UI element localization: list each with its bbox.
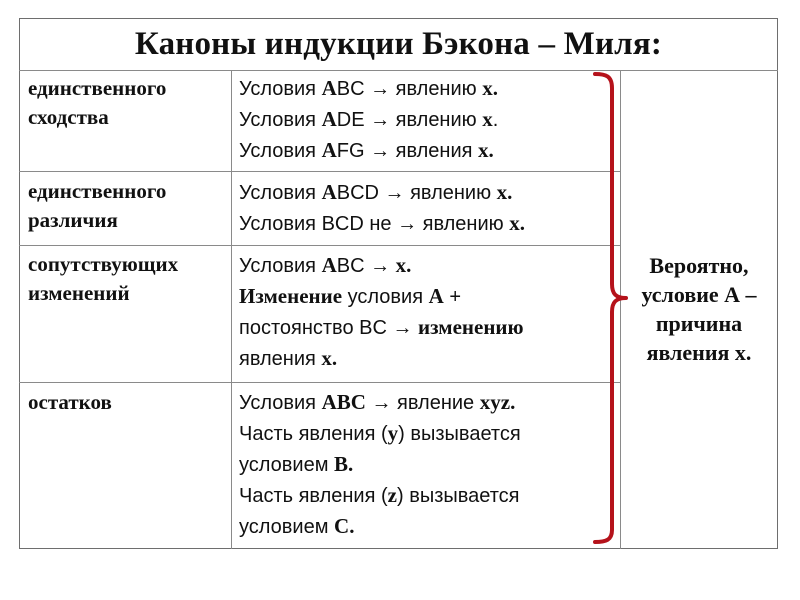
condition-line: Изменение условия A + [239,284,462,308]
condition-line: Условия ABCD → явлению x. [239,180,513,204]
condition-line: условием C. [239,514,355,538]
canon-name-difference: единственного различия [28,179,167,232]
canon-name-concomitant: сопутствующих изменений [28,252,179,305]
condition-line: явления x. [239,346,338,370]
conclusion-cell [622,70,776,548]
condition-line: условием B. [239,452,354,476]
canons-table [19,18,778,549]
condition-line: Условия ABC → явление xyz. [239,390,516,414]
condition-line: Часть явления (z) вызывается [239,483,520,507]
canon-name-similarity: единственного сходства [28,76,167,129]
row-divider [19,245,620,246]
red-bracket [590,68,630,548]
col-divider [231,70,232,549]
condition-line: Условия ABC → x. [239,253,412,277]
canon-conditions-concomitant [239,250,619,374]
conclusion-text: Вероятно, условие А – причина явления х. [641,253,757,365]
canon-name-residues: остатков [28,390,112,414]
row-divider [19,382,620,383]
row-divider [19,171,620,172]
condition-line: Условия BCD не → явлению x. [239,211,525,235]
canon-conditions-similarity [239,73,619,166]
condition-line: Часть явления (y) вызывается [239,421,521,445]
bracket-stroke [595,74,626,542]
condition-line: Условия ABC → явлению x. [239,76,498,100]
table-title: Каноны индукции Бэкона – Миля: [134,25,663,62]
condition-line: Условия ADE → явлению x. [239,107,499,131]
canon-conditions-difference [239,177,619,239]
condition-line: Условия AFG → явления x. [239,138,494,162]
canon-conditions-residues [239,387,619,542]
condition-line: постоянство BC → изменению [239,315,524,339]
